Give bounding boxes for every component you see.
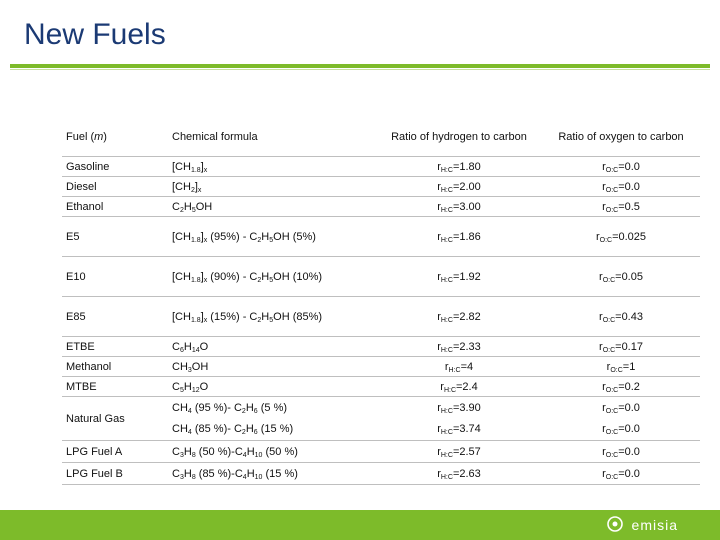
formula: $C_6H_{14}O$ <box>168 337 376 357</box>
formula: $CH_3OH$ <box>168 357 376 377</box>
oc-ratio: $r_{O:C}=0.025$ <box>542 217 700 257</box>
oc-ratio: $r_{O:C}=0.0$ <box>542 419 700 441</box>
hc-ratio: $r_{H:C}=1.92$ <box>376 257 542 297</box>
fuel-name: MTBE <box>62 377 168 397</box>
formula: $C_3H_8$ (50 $\%)-C_4H_{10}$ (50 %) <box>168 441 376 463</box>
formula: $CH_4$ (85 %)- $C_2H_6$ (15 %) <box>168 419 376 441</box>
oc-ratio: $r_{O:C}=0.5$ <box>542 197 700 217</box>
oc-ratio: $r_{O:C}=0.2$ <box>542 377 700 397</box>
fuel-name: E5 <box>62 217 168 257</box>
oc-ratio: $r_{O:C}=1$ <box>542 357 700 377</box>
fuel-name: Methanol <box>62 357 168 377</box>
header-fuel: Fuel (m) <box>62 118 168 157</box>
hc-ratio: $r_{H:C}=4$ <box>376 357 542 377</box>
formula: $C_2H_5OH$ <box>168 197 376 217</box>
table-row <box>62 357 700 377</box>
title-underline-thin <box>10 69 710 70</box>
table-row <box>62 217 700 257</box>
table-row <box>62 157 700 177</box>
fuel-name: Ethanol <box>62 197 168 217</box>
fuel-name: ETBE <box>62 337 168 357</box>
title-underline <box>10 64 710 68</box>
fuel-name: E10 <box>62 257 168 297</box>
formula: $[CH_{1.8}]_x$ <box>168 157 376 177</box>
emisia-logo-text: emisia <box>631 517 678 533</box>
oc-ratio: $r_{O:C}=0.0$ <box>542 157 700 177</box>
hc-ratio: $r_{H:C}=2.63$ <box>376 463 542 485</box>
oc-ratio: $r_{O:C}=0.0$ <box>542 441 700 463</box>
table-row <box>62 397 700 419</box>
table-header-row <box>62 118 700 157</box>
fuel-name: E85 <box>62 297 168 337</box>
oc-ratio: $r_{O:C}=0.43$ <box>542 297 700 337</box>
header-oc-ratio: Ratio of oxygen to carbon <box>542 118 700 157</box>
hc-ratio: $r_{H:C}=2.82$ <box>376 297 542 337</box>
hc-ratio: $r_{H:C}=2.00$ <box>376 177 542 197</box>
table-row <box>62 377 700 397</box>
oc-ratio: $r_{O:C}=0.17$ <box>542 337 700 357</box>
slide-title: New Fuels <box>24 18 166 51</box>
fuel-name: LPG Fuel A <box>62 441 168 463</box>
table-row <box>62 297 700 337</box>
hc-ratio: $r_{H:C}=3.90$ <box>437 401 481 415</box>
hc-ratio: $r_{H:C}=1.80$ <box>376 157 542 177</box>
oc-ratio: $r_{O:C}=0.05$ <box>542 257 700 297</box>
formula: $[CH_{1.8}]_x$ $(15\%) - C_2H_5OH$ (85%) <box>168 297 376 337</box>
fuel-name: Diesel <box>62 177 168 197</box>
fuel-name: Natural Gas <box>62 397 168 441</box>
table-row <box>62 441 700 463</box>
hc-ratio: $r_{H:C}=2.33$ <box>376 337 542 357</box>
formula: $CH_4$ (95 %)- $C_2H_6$ (5 %) <box>172 401 288 415</box>
hc-ratio: $r_{H:C}=2.4$ <box>376 377 542 397</box>
fuel-name: LPG Fuel B <box>62 463 168 485</box>
oc-ratio: $r_{O:C}=0.0$ <box>542 463 700 485</box>
oc-ratio: $r_{O:C}=0.0$ <box>542 177 700 197</box>
table-row <box>62 257 700 297</box>
fuels-table <box>62 118 700 485</box>
hc-ratio: $r_{H:C}=3.74$ <box>376 419 542 441</box>
hc-ratio: $r_{H:C}=1.86$ <box>376 217 542 257</box>
header-formula: Chemical formula <box>168 118 376 157</box>
hc-ratio: $r_{H:C}=2.57$ <box>376 441 542 463</box>
formula: $C_5H_{12}O$ <box>168 377 376 397</box>
oc-ratio: $r_{O:C}=0.0$ <box>602 401 640 415</box>
table-row <box>62 197 700 217</box>
hc-ratio: $r_{H:C}=3.00$ <box>376 197 542 217</box>
table-row <box>62 177 700 197</box>
fuel-name: Gasoline <box>62 157 168 177</box>
formula: $[CH_2]_x$ <box>168 177 376 197</box>
emisia-logo-icon <box>606 515 624 533</box>
formula: $[CH_{1.8}]_x$ $(90\%) - C_2H_5OH$ (10%) <box>168 257 376 297</box>
header-hc-ratio: Ratio of hydrogen to carbon <box>376 118 542 157</box>
formula: $C_3H_8$ (85 $\%)-C_4H_{10}$ (15 %) <box>168 463 376 485</box>
formula: $[CH_{1.8}]_x$ $(95\%) - C_2H_5OH$ (5%) <box>168 217 376 257</box>
table-row <box>62 337 700 357</box>
table-row <box>62 463 700 485</box>
